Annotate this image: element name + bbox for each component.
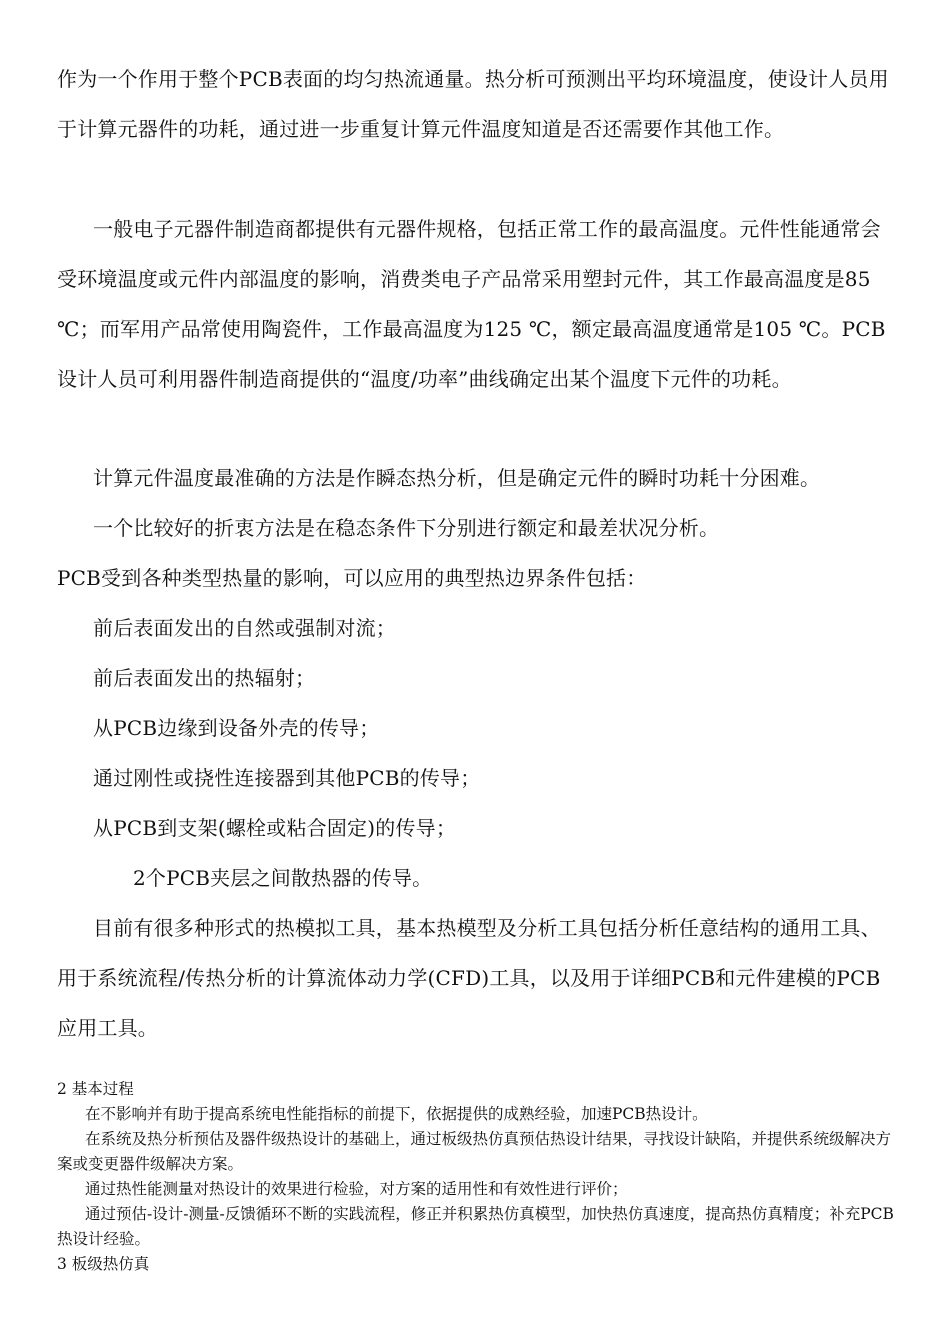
list-item: 从PCB到支架(螺栓或粘合固定)的传导； (93, 816, 457, 840)
section-item: 在不影响并有助于提高系统电性能指标的前提下，依据提供的成熟经验，加速PCB热设计。 (85, 1105, 708, 1123)
list-item: 前后表面发出的热辐射； (93, 666, 316, 690)
list-item: 从PCB边缘到设备外壳的传导； (93, 716, 380, 740)
list-item: 通过刚性或挠性连接器到其他PCB的传导； (93, 766, 481, 790)
section-item: 通过预估-设计-测量-反馈循环不断的实践流程，修正并积累热仿真模型，加快热仿真速度，提高热仿真精度；补充PCB热设计经验。 (57, 1205, 894, 1248)
paragraph-boundary-conditions: PCB受到各种类型热量的影响，可以应用的典型热边界条件包括： (57, 566, 647, 590)
list-item: 前后表面发出的自然或强制对流； (93, 616, 396, 640)
list-item: 2个PCB夹层之间散热器的传导。 (133, 866, 433, 890)
paragraph-component-specs: 一般电子元器件制造商都提供有元器件规格，包括正常工作的最高温度。元件性能通常会受环境温度或元件内部温度的影响，消费类电子产品常采用塑封元件，其工作最高温度是85 ℃；而军用产品常使用陶瓷件，工作最高温度为125 ℃，额定最高温度通常是105 ℃。PCB设计人员可利用器件制造商提供的“温度/功率”曲线确定出某个温度下元件的功耗。 (57, 217, 886, 391)
section-heading-basic-process: 2 基本过程 (57, 1080, 134, 1098)
paragraph-heat-flux: 作为一个作用于整个PCB表面的均匀热流通量。热分析可预测出平均环境温度，使设计人员用于计算元器件的功耗，通过进一步重复计算元件温度知道是否还需要作其他工作。 (57, 67, 889, 141)
section-item: 在系统及热分析预估及器件级热设计的基础上，通过板级热仿真预估热设计结果，寻找设计缺陷，并提供系统级解决方案或变更器件级解决方案。 (57, 1130, 892, 1173)
paragraph-steady-state: 一个比较好的折衷方法是在稳态条件下分别进行额定和最差状况分析。 (93, 516, 720, 540)
paragraph-simulation-tools: 目前有很多种形式的热模拟工具，基本热模型及分析工具包括分析任意结构的通用工具、用于系统流程/传热分析的计算流体动力学(CFD)工具，以及用于详细PCB和元件建模的PCB应用工具。 (57, 916, 881, 1040)
paragraph-transient-analysis: 计算元件温度最准确的方法是作瞬态热分析，但是确定元件的瞬时功耗十分困难。 (93, 466, 821, 490)
section-item: 通过热性能测量对热设计的效果进行检验，对方案的适用性和有效性进行评价； (85, 1180, 628, 1198)
section-heading-board-simulation: 3 板级热仿真 (57, 1255, 150, 1273)
